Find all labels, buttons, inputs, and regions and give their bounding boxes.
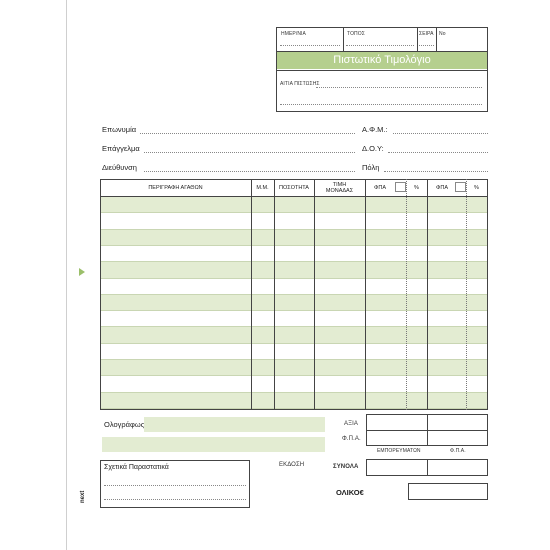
related-docs-field-2[interactable] [104, 499, 246, 500]
header-divider-title [276, 70, 488, 71]
header-unit: Μ.Μ. [256, 185, 269, 191]
items-table [100, 179, 488, 410]
vat-small-label: Φ.Π.Α. [450, 448, 466, 454]
grand-total-field[interactable] [408, 483, 488, 500]
grand-total-label: ΟΛΙΚΟ€ [336, 488, 364, 497]
table-row[interactable] [101, 262, 487, 278]
credit-reason-label: ΑΙΤΙΑ ΠΙΣΤΩΣΗΣ [280, 81, 320, 87]
col-divider-vat1-pct [406, 179, 407, 410]
col-divider-vat2-pct [466, 179, 467, 410]
items-table-header-divider [100, 196, 488, 197]
in-words-field-1[interactable] [144, 417, 325, 432]
table-row[interactable] [101, 213, 487, 229]
header-divider-place-series [417, 27, 418, 51]
doy-label: Δ.Ο.Υ: [362, 144, 384, 153]
date-label: ΗΜΕΡ/ΝΙΑ [281, 31, 306, 37]
profession-field[interactable] [144, 152, 355, 153]
afm-field[interactable] [393, 133, 488, 134]
credit-reason-field-1[interactable] [316, 87, 482, 88]
table-row[interactable] [101, 376, 487, 392]
vat1-rate-box[interactable] [395, 182, 406, 192]
header-unit-price-line1: ΤΙΜΗ [332, 182, 347, 188]
city-label: Πόλη [362, 163, 380, 172]
header-divider-date-place [343, 27, 344, 51]
header-quantity: ΠΟΣΟΤΗΤΑ [279, 185, 309, 191]
table-row[interactable] [101, 311, 487, 327]
vat2-rate-box[interactable] [455, 182, 466, 192]
header-unit-price-line2: ΜΟΝΑΔΑΣ [325, 188, 354, 194]
items-table-rows [101, 197, 487, 409]
address-field[interactable] [144, 171, 355, 172]
totals-box-divider [427, 459, 428, 476]
document-title: Πιστωτικό Τιμολόγιο [277, 52, 487, 69]
col-divider-unit [251, 179, 252, 410]
issue-label: ΕΚΔΟΣΗ [279, 462, 305, 468]
related-docs-field-1[interactable] [104, 485, 246, 486]
series-label: ΣΕΙΡΑ [419, 31, 434, 37]
afm-label: Α.Φ.Μ.: [362, 125, 388, 134]
brand-logo: next [80, 490, 86, 503]
table-row[interactable] [101, 230, 487, 246]
number-label: Νο [439, 31, 446, 37]
table-row[interactable] [101, 246, 487, 262]
col-divider-vat2 [427, 179, 428, 410]
col-divider-vat1 [365, 179, 366, 410]
table-row[interactable] [101, 197, 487, 213]
address-label: Διεύθυνση [102, 163, 137, 172]
place-field[interactable] [346, 45, 414, 46]
company-name-label: Επωνυμία [102, 125, 137, 134]
col-divider-price [314, 179, 315, 410]
table-row[interactable] [101, 295, 487, 311]
merchandise-label: ΕΜΠΟΡΕΥΜΑΤΩΝ [377, 448, 421, 454]
totals-label: ΣΥΝΟΛΑ [333, 464, 359, 470]
related-docs-label: Σχετικά Παραστατικά [104, 464, 169, 471]
binding-line [66, 0, 67, 550]
profession-label: Επάγγελμα [102, 144, 140, 153]
place-label: ΤΟΠΟΣ [347, 31, 365, 37]
totals-value-row-divider [366, 430, 488, 431]
header-vat2-pct: % [474, 185, 479, 191]
date-field[interactable] [280, 45, 340, 46]
header-vat2: ΦΠΑ [435, 185, 449, 191]
header-vat1-pct: % [414, 185, 419, 191]
vat-label: Φ.Π.Α. [342, 436, 361, 442]
series-field[interactable] [419, 45, 434, 46]
header-description: ΠΕΡΙΓΡΑΦΗ ΑΓΑΘΩΝ [148, 185, 203, 191]
value-label: ΑΞΙΑ [344, 421, 358, 427]
table-row[interactable] [101, 279, 487, 295]
city-field[interactable] [384, 171, 488, 172]
header-vat1: ΦΠΑ [373, 185, 387, 191]
header-divider-series-number [436, 27, 437, 51]
doy-field[interactable] [388, 152, 488, 153]
table-row[interactable] [101, 360, 487, 376]
fold-marker-arrow-icon [79, 268, 85, 276]
col-divider-qty [274, 179, 275, 410]
table-row[interactable] [101, 393, 487, 409]
table-row[interactable] [101, 327, 487, 343]
in-words-field-2[interactable] [102, 437, 325, 452]
company-name-field[interactable] [140, 133, 355, 134]
table-row[interactable] [101, 344, 487, 360]
credit-reason-field-2[interactable] [280, 104, 482, 105]
in-words-label: Ολογράφως [104, 420, 145, 429]
